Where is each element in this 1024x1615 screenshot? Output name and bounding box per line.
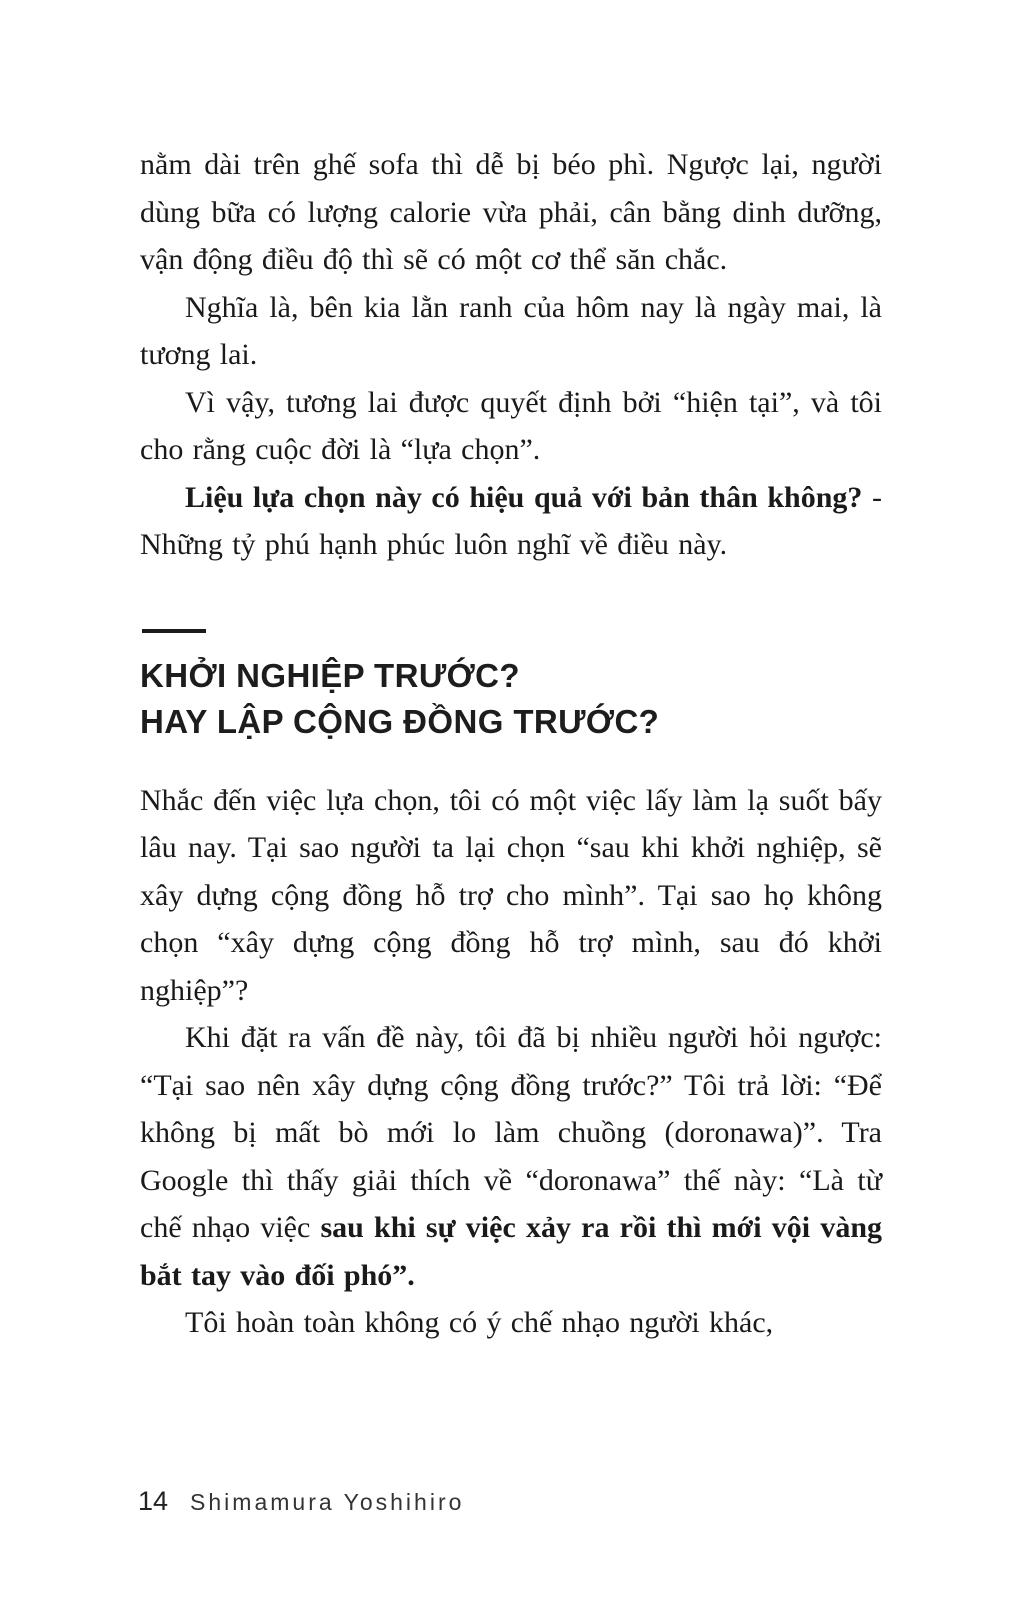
paragraph — [140, 379, 882, 474]
paragraph-group-top — [140, 141, 882, 569]
paragraph — [140, 777, 882, 1015]
text-run: nằm dài trên ghế sofa thì dễ bị béo phì. Ngược lại, người dùng bữa có lượng calorie vừa phải, cân bằng dinh dưỡng, vận động điều độ thì sẽ có một cơ thể săn chắc. — [140, 148, 882, 276]
bold-text-run: Liệu lựa chọn này có hiệu quả với bản thân không? — [185, 480, 863, 514]
page-content — [140, 141, 882, 1347]
text-run: Nhắc đến việc lựa chọn, tôi có một việc lấy làm lạ suốt bấy lâu nay. Tại sao người ta lại chọn “sau khi khởi nghiệp, sẽ xây dựng cộng đồng hỗ trợ cho mình”. Tại sao họ không chọn “xây dựng cộng đồng hỗ trợ mình, sau đó khởi nghiệp”? — [140, 783, 882, 1007]
paragraph — [140, 284, 882, 379]
text-run: Khi đặt ra vấn đề này, tôi đã bị nhiều người hỏi ngược: “Tại sao nên xây dựng cộng đồng trước?” Tôi trả lời: “Để không bị mất bò mới lo làm chuồng (doronawa)”. Tra Google thì thấy giải thích về “doronawa” thế này: “Là từ chế nhạo việc — [140, 1021, 882, 1244]
section-divider-rule — [142, 629, 206, 633]
paragraph-group-bottom — [140, 777, 882, 1347]
paragraph — [140, 474, 882, 569]
page-number: 14 — [138, 1486, 169, 1516]
text-run: - Những tỷ phú hạnh phúc luôn nghĩ về điều này. — [140, 480, 883, 561]
text-run: Nghĩa là, bên kia lằn ranh của hôm nay là ngày mai, là tương lai. — [140, 290, 882, 371]
paragraph — [140, 1014, 882, 1299]
text-run: Tôi hoàn toàn không có ý chế nhạo người khác, — [185, 1306, 774, 1339]
section-heading-block — [140, 629, 882, 745]
section-heading-line-1: KHỞI NGHIỆP TRƯỚC? — [140, 656, 520, 694]
bold-text-run: sau khi sự việc xảy ra rồi thì mới vội vàng bắt tay vào đối phó”. — [140, 1211, 883, 1292]
text-run: Vì vậy, tương lai được quyết định bởi “hiện tại”, và tôi cho rằng cuộc đời là “lựa chọn”. — [140, 385, 882, 466]
page-footer — [138, 1486, 464, 1517]
paragraph — [140, 141, 882, 284]
section-heading-line-2: HAY LẬP CỘNG ĐỒNG TRƯỚC? — [140, 702, 660, 740]
paragraph — [140, 1299, 882, 1347]
author-name: Shimamura Yoshihiro — [190, 1489, 465, 1515]
